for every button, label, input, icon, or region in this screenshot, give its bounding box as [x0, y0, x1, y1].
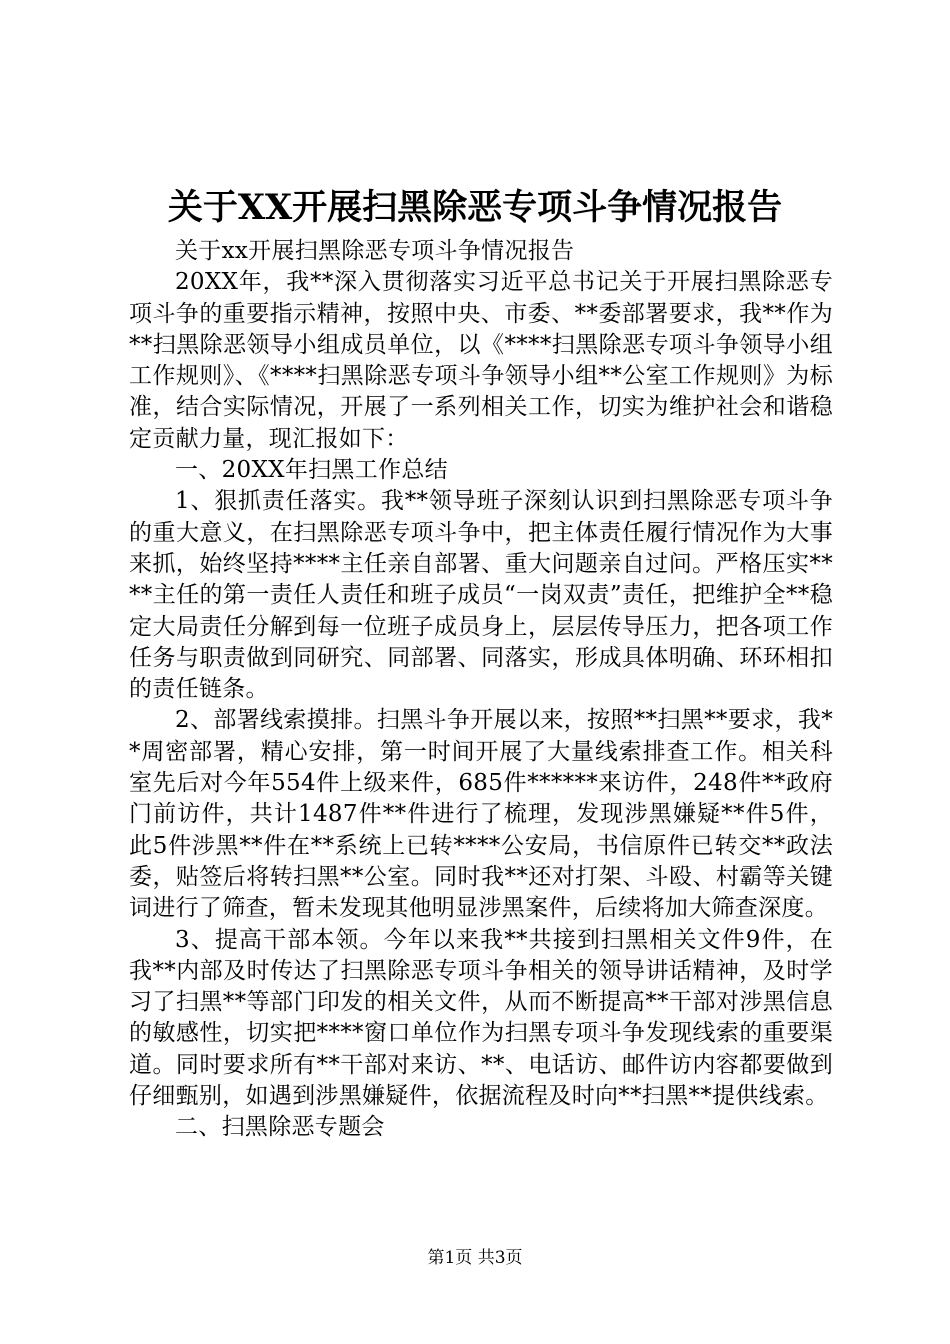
section-heading-2: 二、扫黑除恶专题会 — [175, 1114, 385, 1141]
paragraph-item-3: 3、提高干部本领。今年以来我**共接到扫黑相关文件9件，在我**内部及时传达了扫黑除恶专项斗争相关的领导讲话精神，及时学习了扫黑**等部门印发的相关文件，从而不断提高**干部对涉黑信息的敏感性，切实把****窗口单位作为扫黑专项斗争发现线索的重要渠道。同时要求所有**干部对来访、**、电话访、邮件访内容都要做到仔细甄别，如遇到涉黑嫌疑件，依据流程及时向**扫黑**提供线索。 — [129, 926, 833, 1110]
paragraph-intro: 20XX年，我**深入贯彻落实习近平总书记关于开展扫黑除恶专项斗争的重要指示精神，按照中央、市委、**委部署要求，我**作为**扫黑除恶领导小组成员单位，以《****扫黑除恶专项斗争领导小组工作规则》、《****扫黑除恶专项斗争领导小组**公室工作规则》为标准，结合实际情况，开展了一系列相关工作，切实为维护社会和谐稳定贡献力量，现汇报如下： — [129, 269, 833, 452]
paragraph-subtitle: 关于xx开展扫黑除恶专项斗争情况报告 — [175, 238, 575, 264]
document-body — [129, 236, 833, 1144]
paragraph-item-2: 2、部署线索摸排。扫黑斗争开展以来，按照**扫黑**要求，我**周密部署，精心安排，第一时间开展了大量线索排查工作。相关科室先后对今年554件上级来件，685件******来访件，248件**政府门前访件，共计1487件**件进行了梳理，发现涉黑嫌疑**件5件，此5件涉黑**件在**系统上已转****公安局，书信原件已转交**政法委，贴签后将转扫黑**公室。同时我**还对打架、斗殴、村霸等关键词进行了筛查，暂未发现其他明显涉黑案件，后续将加大筛查深度。 — [129, 707, 833, 922]
section-heading-1: 一、20XX年扫黑工作总结 — [175, 457, 448, 484]
document-title: 关于XX开展扫黑除恶专项斗争情况报告 — [167, 187, 783, 228]
page-footer: 第1页 共3页 — [427, 1248, 523, 1268]
paragraph-item-1: 1、狠抓责任落实。我**领导班子深刻认识到扫黑除恶专项斗争的重大意义，在扫黑除恶专项斗争中，把主体责任履行情况作为大事来抓，始终坚持****主任亲自部署、重大问题亲自过问。严格压实****主任的第一责任人责任和班子成员“一岗双责”责任，把维护全**稳定大局责任分解到每一位班子成员身上，层层传导压力，把各项工作任务与职责做到同研究、同部署、同落实，形成具体明确、环环相扣的责任链条。 — [129, 488, 833, 703]
